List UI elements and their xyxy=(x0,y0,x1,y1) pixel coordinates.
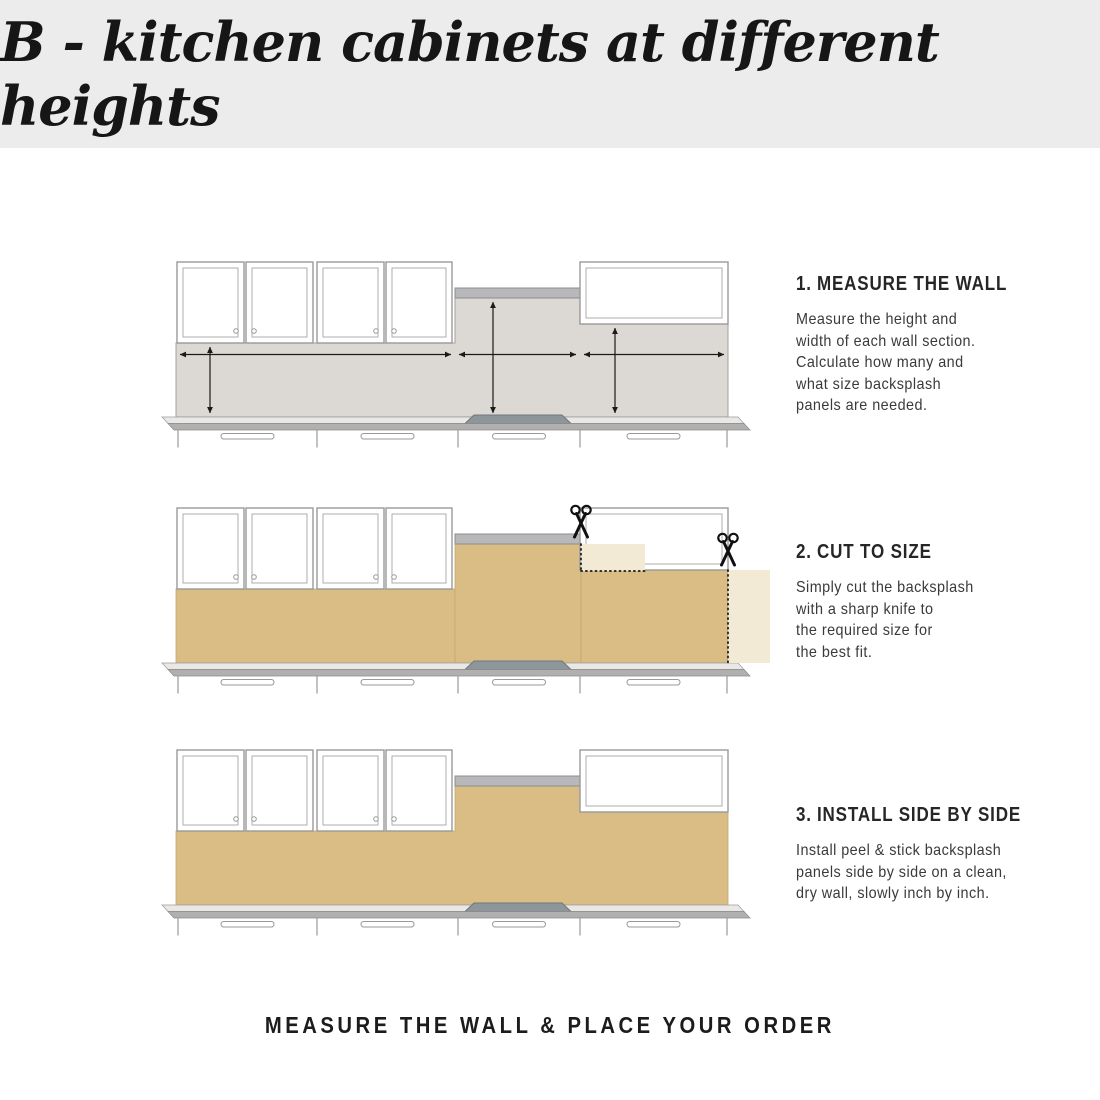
step-1-number: 1. xyxy=(796,273,812,295)
backsplash-panel-middle xyxy=(455,544,581,663)
kitchen-step-install xyxy=(162,750,750,936)
backsplash-panel-left xyxy=(176,589,455,663)
page-title: B - kitchen cabinets at different heights xyxy=(0,10,939,138)
footer xyxy=(0,1012,1100,1039)
range-hood-bar xyxy=(455,776,580,786)
step-2-number: 2. xyxy=(796,541,812,563)
step-1-line: what size backsplash xyxy=(796,375,942,393)
range-hood-bar xyxy=(455,288,580,298)
step-1-line: width of each wall section. xyxy=(796,332,976,350)
step-2-line: the required size for xyxy=(796,622,933,639)
step-3-line: panels side by side on a clean, xyxy=(796,863,1007,881)
step-3-line: Install peel & stick backsplash xyxy=(796,842,1002,859)
step-1-title: 1. MEASURE THE WALL xyxy=(796,273,1008,295)
step-3-number: 3. xyxy=(796,804,812,826)
step-2-line: the best fit. xyxy=(796,643,873,661)
kitchen-step-measure xyxy=(162,262,750,448)
footer-text: MEASURE THE WALL & PLACE YOUR ORDER xyxy=(264,1012,836,1038)
step-3-block xyxy=(796,803,1061,905)
step-1-line: Measure the height and xyxy=(796,311,958,328)
excess-panel-middle xyxy=(581,544,645,571)
kitchen-step-cut xyxy=(162,506,770,694)
backsplash-panel-right xyxy=(581,570,728,663)
step-2-line: with a sharp knife to xyxy=(796,600,934,618)
step-1-block xyxy=(796,272,1044,417)
range-hood-bar xyxy=(455,534,580,544)
step-2-line: Simply cut the backsplash xyxy=(796,579,974,596)
step-1-line: Calculate how many and xyxy=(796,354,964,371)
step-3-line: dry wall, slowly inch by inch. xyxy=(796,885,990,902)
step-3-title: 3. INSTALL SIDE BY SIDE xyxy=(796,804,1022,826)
step-2-block xyxy=(796,540,993,663)
step-2-title: 2. CUT TO SIZE xyxy=(796,541,932,563)
step-1-line: panels are needed. xyxy=(796,397,928,414)
excess-panel-right xyxy=(728,570,770,663)
